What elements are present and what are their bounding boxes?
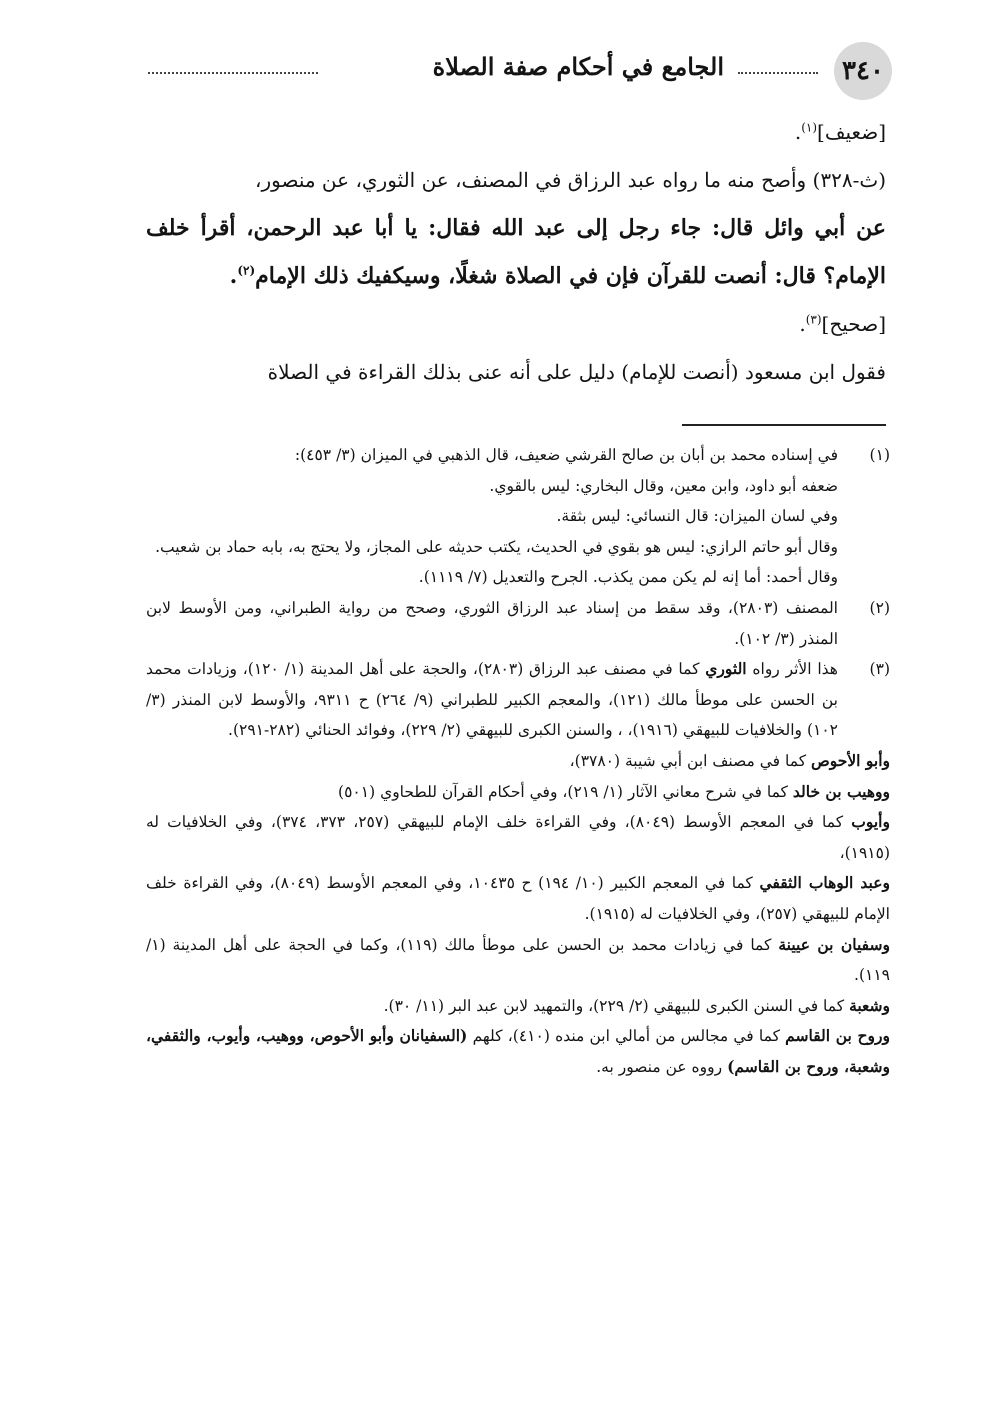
text-span: رووه عن منصور به. xyxy=(596,1057,723,1076)
grading-weak: [ضعيف]$^{(١)}$. xyxy=(794,120,886,144)
footnote-body xyxy=(146,593,838,654)
narrator-name: وسفيان بن عيينة xyxy=(778,934,890,954)
footnote-paragraph xyxy=(146,868,890,929)
main-text xyxy=(146,108,886,396)
footnote-ref-3[interactable]: (٣) xyxy=(805,312,822,327)
footnote-paragraph xyxy=(146,746,890,777)
footnote-ref-1[interactable]: (١) xyxy=(801,120,818,135)
narrator-list: (السفيانان وأبو الأحوص، ووهيب، وأيوب، والثقفي، وشعبة، وروح بن القاسم) xyxy=(146,1026,890,1076)
header-dotted-line-right xyxy=(738,72,818,74)
page-header xyxy=(140,42,892,102)
text-span: كما في المعجم الأوسط (٨٠٤٩)، وفي القراءة خلف الإمام للبيهقي (٢٥٧، ٣٧٣، ٣٧٤)، وفي الخلافيات له (١٩١٥)، xyxy=(146,813,890,862)
footnote-3 xyxy=(146,654,890,746)
page-number-badge: ٣٤٠ xyxy=(834,42,892,100)
footnote-line: ضعفه أبو داود، وابن معين، وقال البخاري: ليس بالقوي. xyxy=(489,476,838,495)
text-span: كما في شرح معاني الآثار (١/ ٢١٩)، وفي أحكام القرآن للطحاوي (٥٠١) xyxy=(338,782,788,801)
footnote-3-continued xyxy=(146,746,890,1083)
footnote-number: (٢) xyxy=(869,598,890,617)
footnote-1 xyxy=(146,440,890,593)
footnote-body xyxy=(146,440,838,593)
footnote-paragraph xyxy=(146,930,890,991)
athar-intro: (ث-٣٢٨) وأصح منه ما رواه عبد الرزاق في المصنف، عن الثوري، عن منصور، xyxy=(255,168,886,192)
narrator-name: وأيوب xyxy=(851,812,890,832)
footnote-paragraph xyxy=(146,991,890,1022)
footnote-ref-2[interactable]: (٢) xyxy=(237,263,256,278)
footnote-paragraph xyxy=(146,1021,890,1082)
text-span: كما في زيادات محمد بن الحسن على موطأ مالك (١١٩)، وكما في الحجة على أهل المدينة (١/ ١١٩). xyxy=(146,935,890,985)
book-title: الجامع في أحكام صفة الصلاة xyxy=(432,52,724,81)
footnote-2 xyxy=(146,593,890,654)
footnote-number: (١) xyxy=(869,446,890,464)
text-span: هذا الأثر رواه xyxy=(752,660,838,679)
grading-sahih: [صحيح]$^{(٣)}$. xyxy=(799,312,886,336)
header-dotted-line-left xyxy=(148,72,318,74)
footnote-line: وقال أبو حاتم الرازي: ليس هو بقوي في الحديث، يكتب حديثه على المجاز، ولا يحتج به، بابه حماد بن شعيب. xyxy=(155,537,838,556)
narrator-name: الثوري xyxy=(705,659,747,679)
footnote-separator xyxy=(682,424,886,426)
footnote-paragraph xyxy=(146,777,890,808)
narrator-name: وعبد الوهاب الثقفي xyxy=(759,873,890,893)
text-span: كما في مجالس من أمالي ابن منده (٤١٠)، كلهم xyxy=(472,1027,780,1046)
footnote-line: في إسناده محمد بن أبان بن صالح القرشي ضعيف، قال الذهبي في الميزان (٣/ ٤٥٣): xyxy=(294,446,838,464)
footnote-paragraph xyxy=(146,807,890,868)
narrator-name: وأبو الأحوص xyxy=(811,750,890,770)
narrator-name: وروح بن القاسم xyxy=(785,1026,890,1046)
grading-label: [ضعيف] xyxy=(817,120,886,144)
footnotes xyxy=(146,440,890,1082)
commentary: فقول ابن مسعود (أنصت للإمام) دليل على أنه عنى بذلك القراءة في الصلاة xyxy=(267,360,886,384)
footnote-number: (٣) xyxy=(869,660,890,679)
narrator-name: وشعبة xyxy=(849,995,890,1015)
athar-text: عن أبي وائل قال: جاء رجل إلى عبد الله فقال: يا أبا عبد الرحمن، أقرأ خلف الإمام؟ قال: أنصت للقرآن فإن في الصلاة شغلًا، وسيكفيك ذلك الإمام$^{(٢)}$. xyxy=(146,215,886,289)
text-span: كما في مصنف ابن أبي شيبة (٣٧٨٠)، xyxy=(569,751,807,770)
footnote-paragraph xyxy=(146,654,838,746)
footnote-body xyxy=(146,654,838,746)
grading-label: [صحيح] xyxy=(821,312,886,336)
footnote-line: وفي لسان الميزان: قال النسائي: ليس بثقة. xyxy=(556,507,838,526)
text-span: كما في السنن الكبرى للبيهقي (٢/ ٢٢٩)، والتمهيد لابن عبد البر (١١/ ٣٠). xyxy=(383,996,845,1015)
narrator-name: ووهيب بن خالد xyxy=(792,781,890,801)
athar-quote: عن أبي وائل قال: جاء رجل إلى عبد الله فقال: يا أبا عبد الرحمن، أقرأ خلف الإمام؟ قال: أنصت للقرآن فإن في الصلاة شغلًا، وسيكفيك ذلك الإمام xyxy=(146,215,886,289)
text-span: كما في المعجم الكبير (١٠/ ١٩٤) ح ١٠٤٣٥، وفي المعجم الأوسط (٨٠٤٩)، وفي القراءة خلف الإمام للبيهقي (٢٥٧)، وفي الخلافيات له (١٩١٥). xyxy=(146,874,890,923)
footnote-line: المصنف (٢٨٠٣)، وقد سقط من إسناد عبد الرزاق الثوري، وصحح من رواية الطبراني، ومن الأوسط لابن المنذر (٣/ ١٠٢). xyxy=(146,598,838,648)
text-span: كما في مصنف عبد الرزاق (٢٨٠٣)، والحجة على أهل المدينة (١/ ١٢٠)، وزيادات محمد بن الحسن على موطأ مالك (١٢١)، والمعجم الكبير للطبراني (٩/ ٢٦٤) ح ٩٣١١، والأوسط لابن المنذر (٣/ ١٠٢) والخلافيات للبيهقي (١٩١٦)، ، والسنن الكبرى للبيهقي (٢/ ٢٢٩)، وفوائد الحنائي (٢٨٢-٢٩١). xyxy=(146,660,838,740)
footnote-line: وقال أحمد: أما إنه لم يكن ممن يكذب. الجرح والتعديل (٧/ ١١١٩). xyxy=(418,568,838,587)
